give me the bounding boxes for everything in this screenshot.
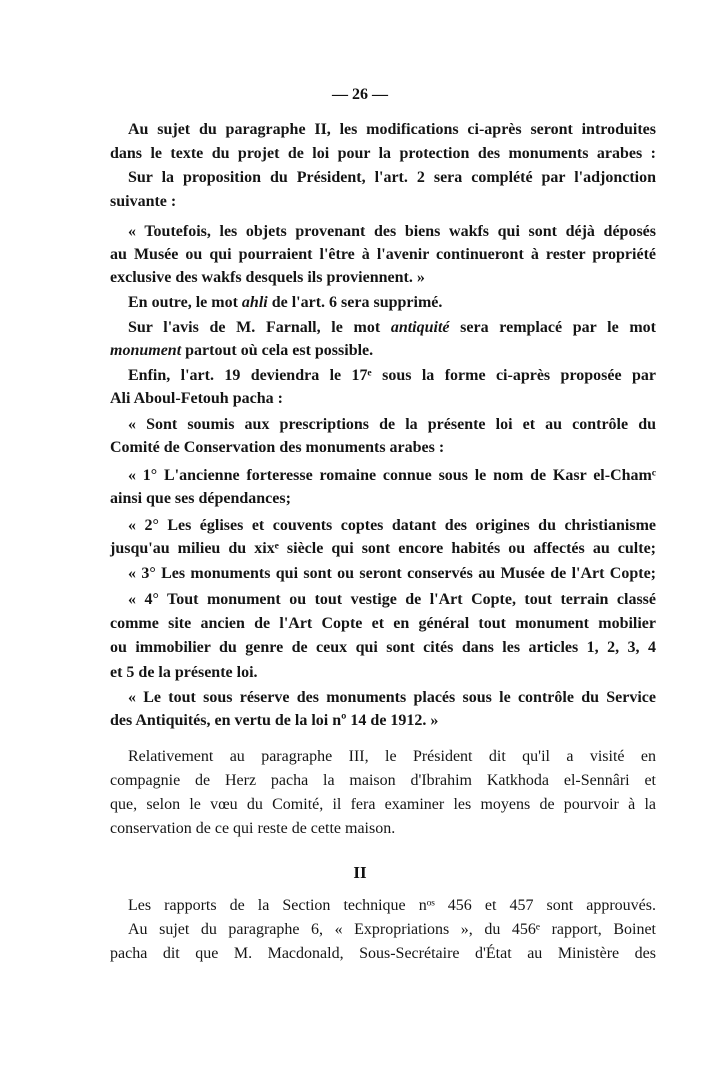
text-segment: ou immobilier du genre de ceux qui sont cités dans les articles 1, 2, 3, 4 xyxy=(110,639,656,656)
text-segment: et 5 de la présente loi. xyxy=(110,664,258,681)
text-segment: jusqu'au milieu du xixᵉ siècle qui sont encore habités ou affectés au culte; xyxy=(110,540,656,557)
text-segment: au Musée ou qui pourraient l'être à l'avenir continueront à rester propriété xyxy=(110,246,656,263)
text-segment: Au sujet du paragraphe II, les modifications ci-après seront introduites xyxy=(128,121,656,138)
text-line xyxy=(128,920,656,940)
text-line xyxy=(110,771,656,791)
text-line xyxy=(110,539,656,559)
text-segment: des Antiquités, en vertu de la loi nº 14 de 1912. » xyxy=(110,712,439,729)
text-line xyxy=(110,944,656,964)
text-line xyxy=(110,438,656,458)
text-segment: exclusive des wakfs desquels ils proviennent. » xyxy=(110,269,425,286)
text-line xyxy=(128,415,656,435)
text-segment: Comité de Conservation des monuments arabes : xyxy=(110,439,445,456)
text-segment: comme site ancien de l'Art Copte et en général tout monument mobilier xyxy=(110,615,656,632)
text-segment: Au sujet du paragraphe 6, « Expropriations », du 456ᵉ rapport, Boinet xyxy=(128,921,656,938)
text-line xyxy=(110,795,656,815)
text-segment: conservation de ce qui reste de cette maison. xyxy=(110,820,396,837)
text-line xyxy=(110,144,656,164)
page-number: — 26 — xyxy=(332,86,388,103)
text-line xyxy=(110,389,656,409)
text-segment: « Le tout sous réserve des monuments placés sous le contrôle du Service xyxy=(128,689,656,706)
text-segment: suivante : xyxy=(110,193,177,210)
text-segment: « Toutefois, les objets provenant des biens wakfs qui sont déjà déposés xyxy=(128,223,656,240)
text-line xyxy=(110,614,656,634)
text-segment: Enfin, l'art. 19 deviendra le 17ᵉ sous la forme ci-après proposée par xyxy=(128,367,656,384)
italic-term: monument xyxy=(110,342,182,359)
text-line xyxy=(128,168,656,188)
text-line xyxy=(128,590,656,610)
italic-term: antiquité xyxy=(390,319,450,336)
text-segment: que, selon le vœu du Comité, il fera examiner les moyens de pourvoir à la xyxy=(110,796,656,813)
text-segment: partout où cela est possible. xyxy=(181,342,374,359)
text-segment: dans le texte du projet de loi pour la protection des monuments arabes : xyxy=(110,145,656,162)
text-line xyxy=(128,896,656,916)
text-segment: compagnie de Herz pacha la maison d'Ibrahim Katkhoda el-Sennâri et xyxy=(110,772,656,789)
text-line xyxy=(110,819,656,839)
text-segment: « 3° Les monuments qui sont ou seront conservés au Musée de l'Art Copte; xyxy=(128,565,656,582)
text-segment: Sur l'avis de M. Farnall, le mot xyxy=(128,319,391,336)
text-segment: « 2° Les églises et couvents coptes datant des origines du christianisme xyxy=(128,517,656,534)
text-segment: « 4° Tout monument ou tout vestige de l'Art Copte, tout terrain classé xyxy=(128,591,656,608)
text-segment: de l'art. 6 sera supprimé. xyxy=(267,294,443,311)
text-line xyxy=(128,366,656,386)
text-segment: pacha dit que M. Macdonald, Sous-Secrétaire d'État au Ministère des xyxy=(110,945,656,962)
text-line xyxy=(128,222,656,242)
text-segment: Sur la proposition du Président, l'art. 2 sera complété par l'adjonction xyxy=(128,169,656,186)
text-segment: Les rapports de la Section technique nᵒˢ 456 et 457 sont approuvés. xyxy=(128,897,656,914)
text-line xyxy=(110,489,656,509)
text-line xyxy=(128,516,656,536)
text-line xyxy=(128,466,656,486)
italic-term: ahli xyxy=(241,294,268,311)
text-line xyxy=(128,747,656,767)
text-line xyxy=(128,688,656,708)
text-line xyxy=(110,341,656,361)
text-segment: Ali Aboul-Fetouh pacha : xyxy=(110,390,283,407)
text-line xyxy=(110,192,656,212)
text-segment: sera remplacé par le mot xyxy=(449,319,656,336)
text-line xyxy=(110,663,656,683)
text-segment: ainsi que ses dépendances; xyxy=(110,490,291,507)
section-heading: II xyxy=(353,863,367,882)
text-line xyxy=(110,268,656,288)
text-segment: « 1° L'ancienne forteresse romaine connue sous le nom de Kasr el-Chamᶜ xyxy=(128,467,656,484)
text-line xyxy=(110,638,656,658)
text-line xyxy=(128,120,656,140)
text-line xyxy=(128,318,656,338)
text-line xyxy=(110,245,656,265)
text-segment: Relativement au paragraphe III, le Président dit qu'il a visité en xyxy=(128,748,656,765)
text-line xyxy=(128,293,656,313)
text-segment: En outre, le mot xyxy=(128,294,242,311)
text-line xyxy=(128,564,656,584)
text-segment: « Sont soumis aux prescriptions de la présente loi et au contrôle du xyxy=(128,416,656,433)
text-line xyxy=(110,711,656,731)
